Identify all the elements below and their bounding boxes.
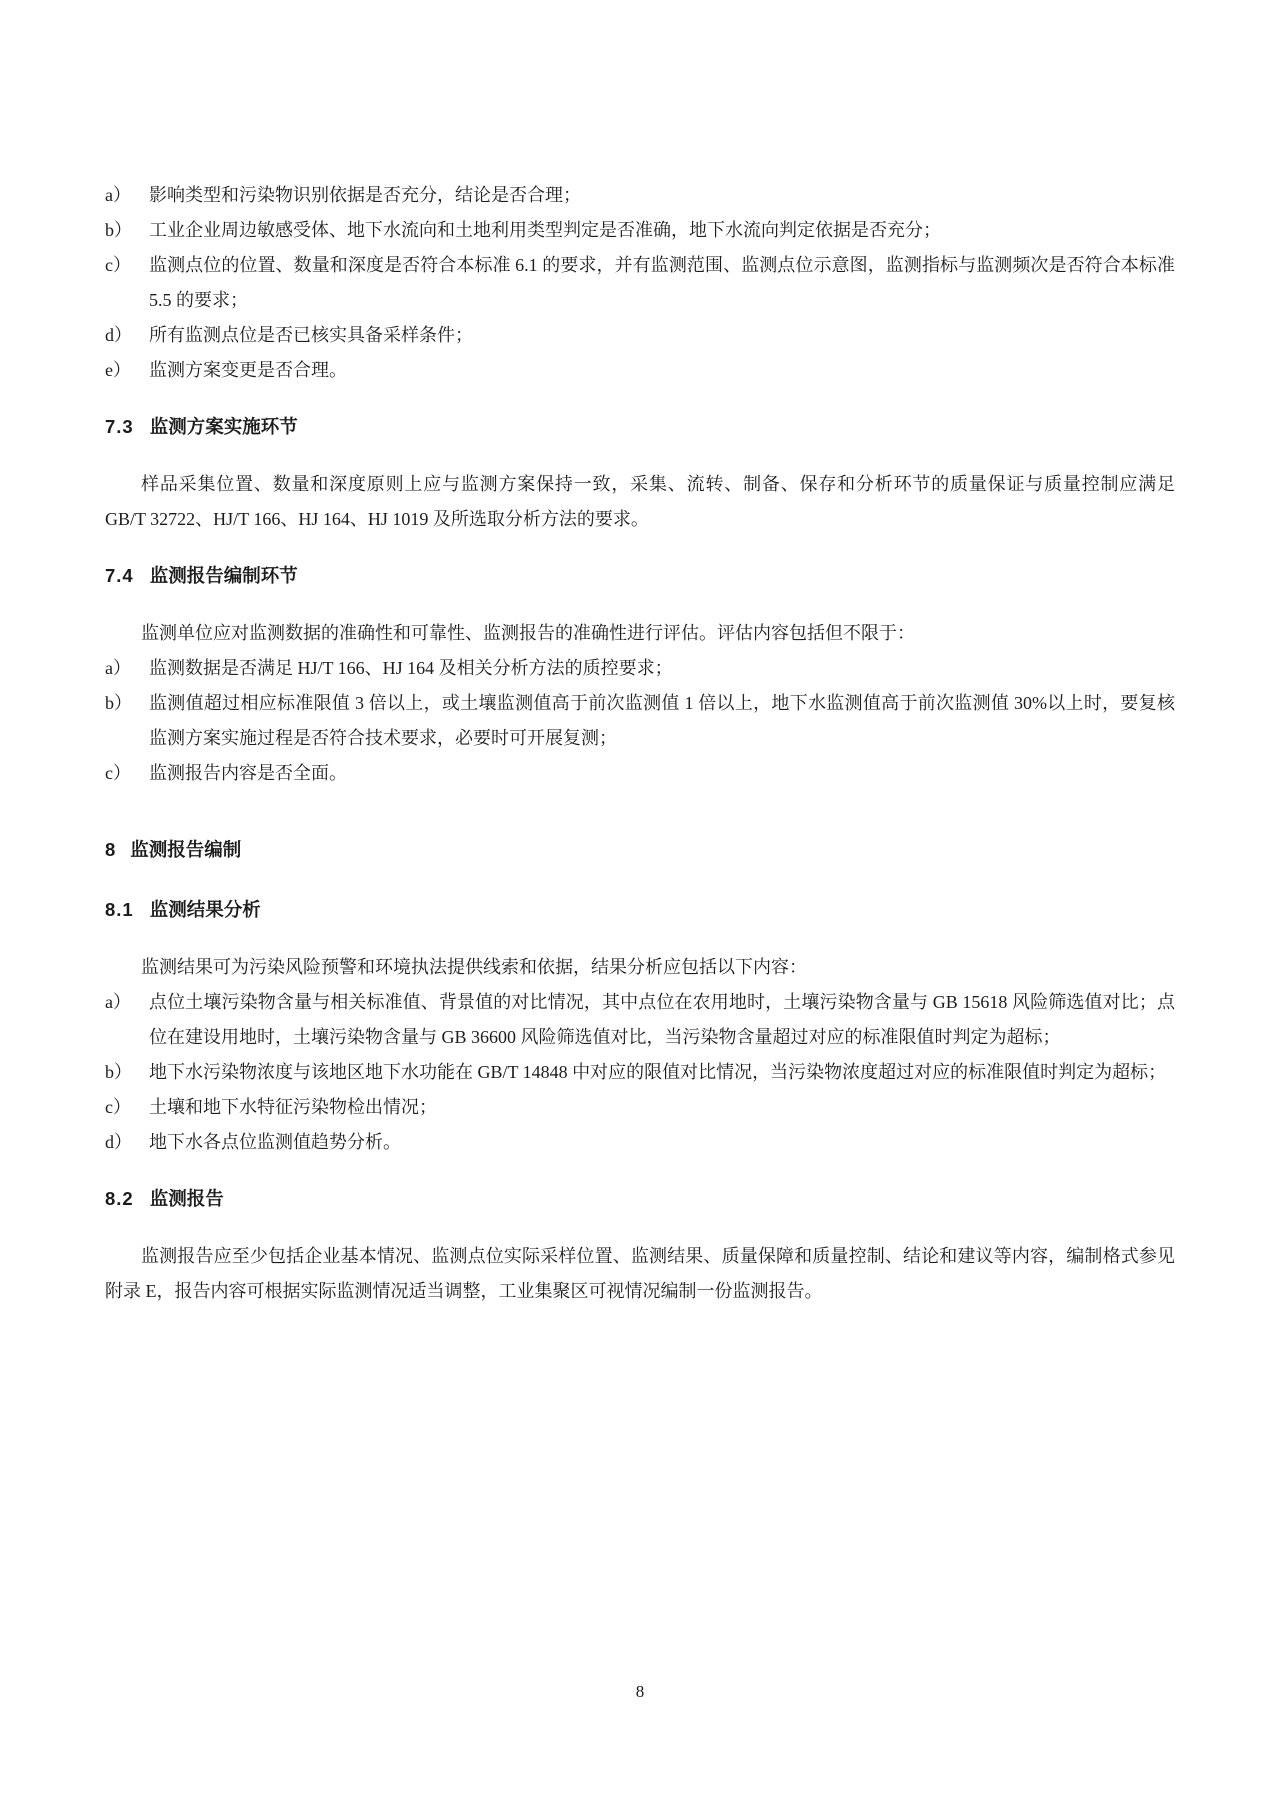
lettered-list [105, 178, 1175, 388]
list-item [105, 213, 1175, 248]
heading-number: 7.3 [105, 416, 134, 437]
list-item-marker: d） [105, 325, 132, 345]
heading-title: 监测报告 [149, 1188, 224, 1209]
document-content [105, 178, 1175, 1309]
list-item [105, 651, 1175, 686]
heading-number: 8.2 [105, 1188, 134, 1209]
page-number: 8 [635, 1682, 645, 1701]
list-item [105, 353, 1175, 388]
list-item [105, 686, 1175, 756]
list-item-text: 监测值超过相应标准限值 3 倍以上，或土壤监测值高于前次监测值 1 倍以上，地下水监测值高于前次监测值 30%以上时，要复核监测方案实施过程是否符合技术要求，必要时可开展复测； [149, 693, 1175, 748]
list-item-marker: a） [105, 658, 131, 678]
list-item [105, 1090, 1175, 1125]
section-heading [105, 1186, 1175, 1212]
heading-title: 监测方案实施环节 [149, 416, 298, 437]
heading-title: 监测结果分析 [149, 899, 261, 920]
list-item-marker: b） [105, 1062, 132, 1082]
list-item-text: 监测点位的位置、数量和深度是否符合本标准 6.1 的要求，并有监测范围、监测点位示意图，监测指标与监测频次是否符合本标准 5.5 的要求； [149, 255, 1175, 310]
list-item-text: 地下水污染物浓度与该地区地下水功能在 GB/T 14848 中对应的限值对比情况，当污染物浓度超过对应的标准限值时判定为超标； [149, 1062, 1167, 1082]
list-item [105, 985, 1175, 1055]
heading-number: 7.4 [105, 565, 134, 586]
list-item-text: 工业企业周边敏感受体、地下水流向和土地利用类型判定是否准确，地下水流向判定依据是否充分； [149, 220, 941, 240]
list-item-marker: a） [105, 992, 131, 1012]
list-item [105, 318, 1175, 353]
list-item [105, 1055, 1175, 1090]
paragraph: 样品采集位置、数量和深度原则上应与监测方案保持一致，采集、流转、制备、保存和分析环节的质量保证与质量控制应满足 GB/T 32722、HJ/T 166、HJ 164、HJ 1019 及所选取分析方法的要求。 [105, 474, 1175, 529]
chapter-heading [105, 837, 1175, 863]
list-item-marker: c） [105, 255, 131, 275]
list-item-text: 所有监测点位是否已核实具备采样条件； [149, 325, 473, 345]
lettered-list [105, 985, 1175, 1160]
section-heading [105, 414, 1175, 440]
heading-title: 监测报告编制 [130, 839, 242, 860]
page-footer [0, 1682, 1280, 1702]
list-item [105, 756, 1175, 791]
paragraph: 监测结果可为污染风险预警和环境执法提供线索和依据，结果分析应包括以下内容： [141, 957, 807, 977]
section-heading [105, 897, 1175, 923]
heading-number: 8.1 [105, 899, 134, 920]
list-item-text: 影响类型和污染物识别依据是否充分，结论是否合理； [149, 185, 581, 205]
list-item [105, 178, 1175, 213]
list-item-marker: c） [105, 763, 131, 783]
list-item-marker: a） [105, 185, 131, 205]
heading-number: 8 [105, 839, 117, 860]
paragraph: 监测报告应至少包括企业基本情况、监测点位实际采样位置、监测结果、质量保障和质量控制、结论和建议等内容，编制格式参见附录 E，报告内容可根据实际监测情况适当调整，工业集聚区可视情况编制一份监测报告。 [105, 1246, 1175, 1301]
list-item-text: 监测数据是否满足 HJ/T 166、HJ 164 及相关分析方法的质控要求； [149, 658, 673, 678]
list-item-marker: c） [105, 1097, 131, 1117]
section-heading [105, 563, 1175, 589]
list-item-text: 土壤和地下水特征污染物检出情况； [149, 1097, 437, 1117]
paragraph: 监测单位应对监测数据的准确性和可靠性、监测报告的准确性进行评估。评估内容包括但不限于： [141, 623, 915, 643]
list-item-marker: e） [105, 360, 131, 380]
list-item [105, 248, 1175, 318]
list-item-text: 监测方案变更是否合理。 [149, 360, 347, 380]
list-item-text: 地下水各点位监测值趋势分析。 [149, 1132, 401, 1152]
list-item-marker: b） [105, 693, 132, 713]
lettered-list [105, 651, 1175, 791]
list-item-text: 监测报告内容是否全面。 [149, 763, 347, 783]
list-item-marker: b） [105, 220, 132, 240]
heading-title: 监测报告编制环节 [149, 565, 298, 586]
list-item-marker: d） [105, 1132, 132, 1152]
list-item [105, 1125, 1175, 1160]
list-item-text: 点位土壤污染物含量与相关标准值、背景值的对比情况，其中点位在农用地时，土壤污染物含量与 GB 15618 风险筛选值对比；点位在建设用地时，土壤污染物含量与 GB 36600 风险筛选值对比，当污染物含量超过对应的标准限值时判定为超标； [149, 992, 1175, 1047]
